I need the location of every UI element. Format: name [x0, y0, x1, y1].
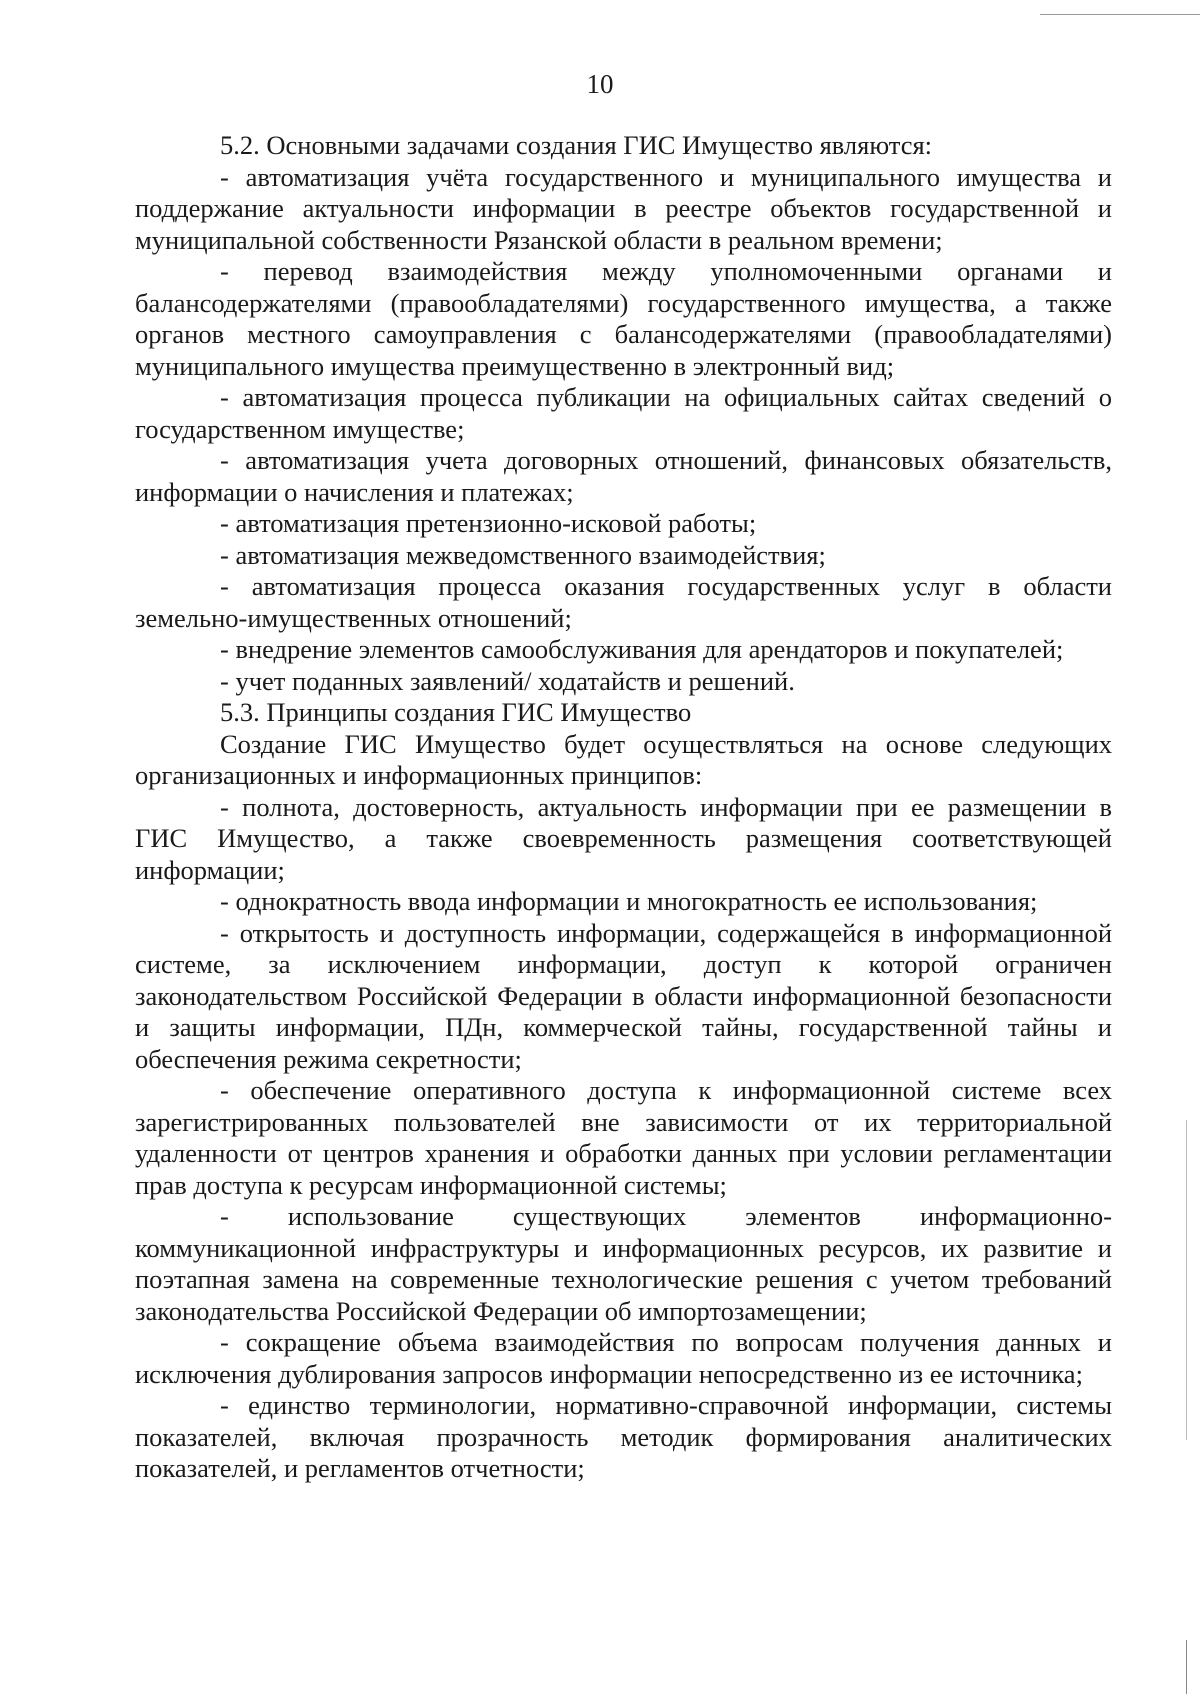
scan-edge-line-top: [1040, 14, 1200, 15]
list-item: - открытость и доступность информации, содержащейся в информационной системе, за исключением информации, доступ к которой ограничен законодательством Российской Федерации в области информационной безопасности и защиты информации, ПДн, коммерческой тайны, государственной тайны и обеспечения режима секретности;: [135, 917, 1112, 1074]
scan-edge-line-right: [1186, 1120, 1187, 1440]
section-heading-5-3: 5.3. Принципы создания ГИС Имущество: [220, 697, 692, 727]
list-item: - использование существующих элементов информационно-коммуникационной инфраструктуры и информационных ресурсов, их развитие и поэтапная замена на современные технологические решения с учетом требований законодательства Российской Федерации об импортозамещении;: [135, 1201, 1112, 1326]
list-item: - автоматизация процесса публикации на официальных сайтах сведений о государственном имуществе;: [135, 382, 1112, 444]
list-item: - полнота, достоверность, актуальность информации при ее размещении в ГИС Имущество, а также своевременность размещения соответствующей информации;: [135, 791, 1112, 885]
scan-edge-line-right-lower: [1186, 1640, 1187, 1694]
list-item: - единство терминологии, нормативно-справочной информации, системы показателей, включая прозрачность методик формирования аналитических показателей, и регламентов отчетности;: [135, 1390, 1112, 1483]
list-item: - учет поданных заявлений/ ходатайств и решений.: [220, 665, 795, 696]
list-item: - автоматизация учета договорных отношений, финансовых обязательств, информации о начисления и платежах;: [135, 445, 1112, 507]
list-item: - автоматизация учёта государственного и муниципального имущества и поддержание актуальности информации в реестре объектов государственной и муниципальной собственности Рязанской области в реальном времени;: [135, 161, 1112, 255]
list-item: - сокращение объема взаимодействия по вопросам получения данных и исключения дублирования запросов информации непосредственно из ее источника;: [135, 1327, 1112, 1389]
list-item: - обеспечение оперативного доступа к информационной системе всех зарегистрированных пользователей вне зависимости от их территориальной удаленности от центров хранения и обработки данных при условии регламентации прав доступа к ресурсам информационной системы;: [135, 1075, 1112, 1200]
list-item: - перевод взаимодействия между уполномоченными органами и балансодержателями (правообладателями) государственного имущества, а также органов местного самоуправления с балансодержателями (правообладателями) муниципального имущества преимущественно в электронный вид;: [135, 256, 1112, 381]
list-item: - внедрение элементов самообслуживания для арендаторов и покупателей;: [220, 634, 1064, 664]
page-number: 10: [586, 69, 614, 99]
document-body: [135, 130, 1112, 1485]
body-paragraph: Создание ГИС Имущество будет осуществляться на основе следующих организационных и информационных принципов:: [135, 728, 1112, 790]
list-item: - автоматизация процесса оказания государственных услуг в области земельно-имущественных отношений;: [135, 571, 1112, 633]
list-item: - автоматизация претензионно-исковой работы;: [220, 508, 757, 538]
list-item: - однократность ввода информации и многократность ее использования;: [220, 886, 1038, 916]
list-item: - автоматизация межведомственного взаимодействия;: [220, 539, 826, 570]
section-heading-5-2: 5.2. Основными задачами создания ГИС Имущество являются:: [220, 130, 933, 160]
